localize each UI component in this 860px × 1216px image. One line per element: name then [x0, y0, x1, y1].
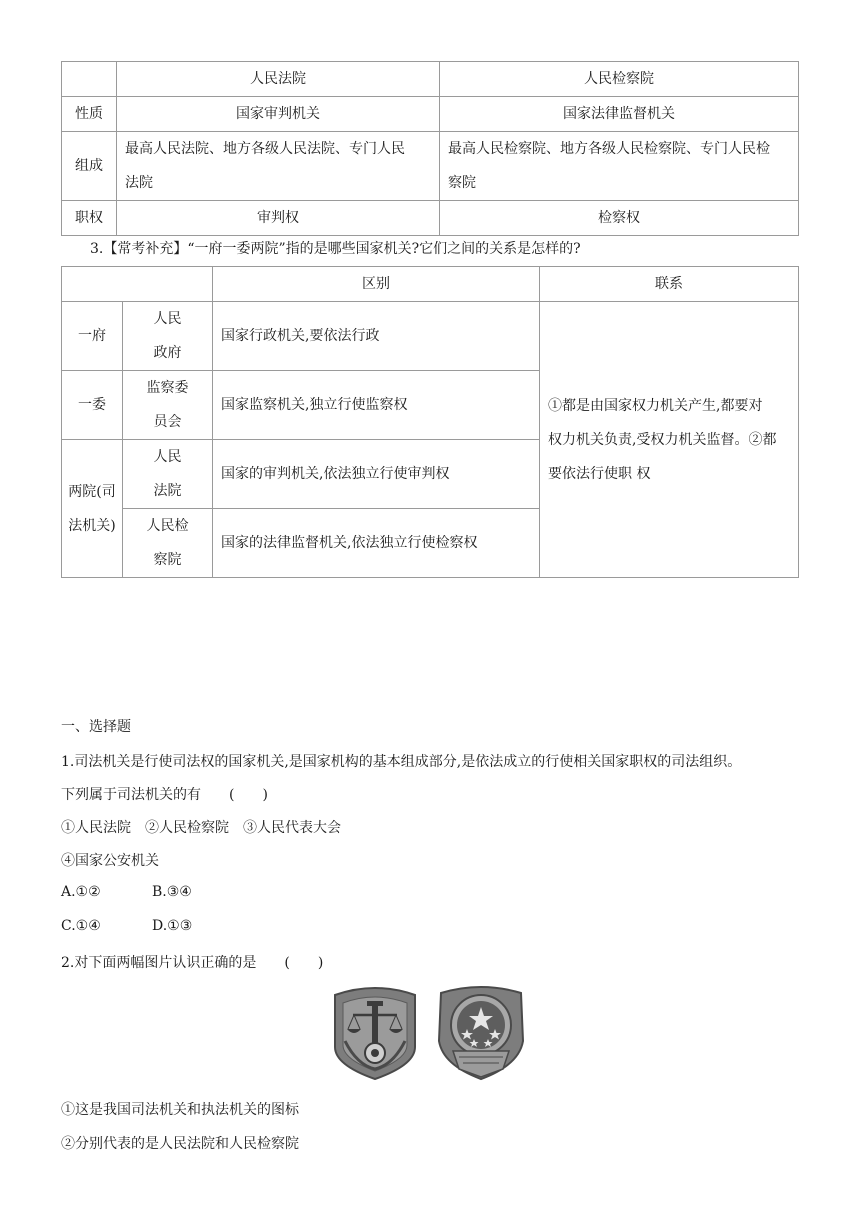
question-3: 3.【常考补充】“一府一委两院”指的是哪些国家机关?它们之间的关系是怎样的? [90, 241, 581, 257]
q2-stem: 2.对下面两幅图片认识正确的是 ( ) [61, 955, 324, 971]
table2-sub [123, 440, 213, 509]
court-emblem-icon [335, 988, 415, 1079]
cell-line: 人民 [153, 449, 182, 465]
state-organs-table [61, 266, 799, 578]
table1-cell [117, 132, 440, 201]
cell-line: 监察委 [146, 380, 189, 396]
table2-difference: 国家的审判机关,依法独立行使审判权 [213, 440, 540, 509]
table2-difference: 国家的法律监督机关,依法独立行使检察权 [213, 509, 540, 578]
court-procuratorate-table [61, 61, 799, 236]
cell-line: 察院 [153, 552, 182, 568]
cell-line: 察院 [448, 175, 476, 191]
table2-sub [123, 509, 213, 578]
table1-cell: 国家审判机关 [117, 97, 440, 132]
table1-row-label: 职权 [62, 201, 117, 236]
table2-sub [123, 371, 213, 440]
q1-stem-line2: 下列属于司法机关的有 ( ) [61, 787, 268, 803]
q2-option-2: ②分别代表的是人民法院和人民检察院 [61, 1136, 299, 1152]
table2-group: 一委 [62, 371, 123, 440]
cell-line: 人民 [153, 311, 182, 327]
table1-row-label: 组成 [62, 132, 117, 201]
table1-cell [440, 132, 799, 201]
cell-line: 最高人民法院、地方各级人民法院、专门人民 [125, 141, 405, 157]
table1-header-procuratorate: 人民检察院 [440, 62, 799, 97]
q1-choice-b: B.③④ [152, 884, 192, 900]
table2-connection [540, 302, 799, 578]
section-title: 一、选择题 [61, 719, 131, 735]
cell-line: 最高人民检察院、地方各级人民检察院、专门人民检 [448, 141, 770, 157]
table2-difference: 国家行政机关,要依法行政 [213, 302, 540, 371]
table2-difference: 国家监察机关,独立行使监察权 [213, 371, 540, 440]
table2-header-difference: 区别 [213, 267, 540, 302]
table1-corner [62, 62, 117, 97]
cell-line: 法机关) [68, 517, 116, 534]
q2-option-1: ①这是我国司法机关和执法机关的图标 [61, 1102, 299, 1118]
table1-cell: 国家法律监督机关 [440, 97, 799, 132]
cell-line: ①都是由国家权力机关产生,都要对 [548, 397, 763, 414]
cell-line: 法院 [153, 483, 182, 499]
cell-line: 政府 [153, 345, 182, 361]
q1-choice-c: C.①④ [61, 918, 101, 934]
table2-group [62, 440, 123, 578]
table2-group: 一府 [62, 302, 123, 371]
table1-cell: 检察权 [440, 201, 799, 236]
table1-header-court: 人民法院 [117, 62, 440, 97]
q1-options-line1: ①人民法院 ②人民检察院 ③人民代表大会 [61, 820, 341, 836]
table1-row-label: 性质 [62, 97, 117, 132]
cell-line: 法院 [125, 175, 153, 191]
q1-stem-line1: 1.司法机关是行使司法权的国家机关,是国家机构的基本组成部分,是依法成立的行使相关国家职权的司法组织。 [61, 754, 742, 770]
table2-sub [123, 302, 213, 371]
table2-header-connection: 联系 [540, 267, 799, 302]
q1-choice-a: A.①② [61, 884, 101, 900]
procuratorate-emblem-icon [439, 987, 523, 1079]
emblem-images [327, 985, 539, 1081]
q1-choice-d: D.①③ [152, 918, 193, 934]
cell-line: 员会 [153, 414, 182, 430]
table1-cell: 审判权 [117, 201, 440, 236]
q1-options-line2: ④国家公安机关 [61, 853, 159, 869]
cell-line: 要依法行使职 权 [548, 465, 651, 482]
cell-line: 权力机关负责,受权力机关监督。②都 [548, 431, 777, 448]
cell-line: 两院(司 [68, 483, 116, 500]
cell-line: 人民检 [146, 518, 189, 534]
table2-corner [62, 267, 213, 302]
